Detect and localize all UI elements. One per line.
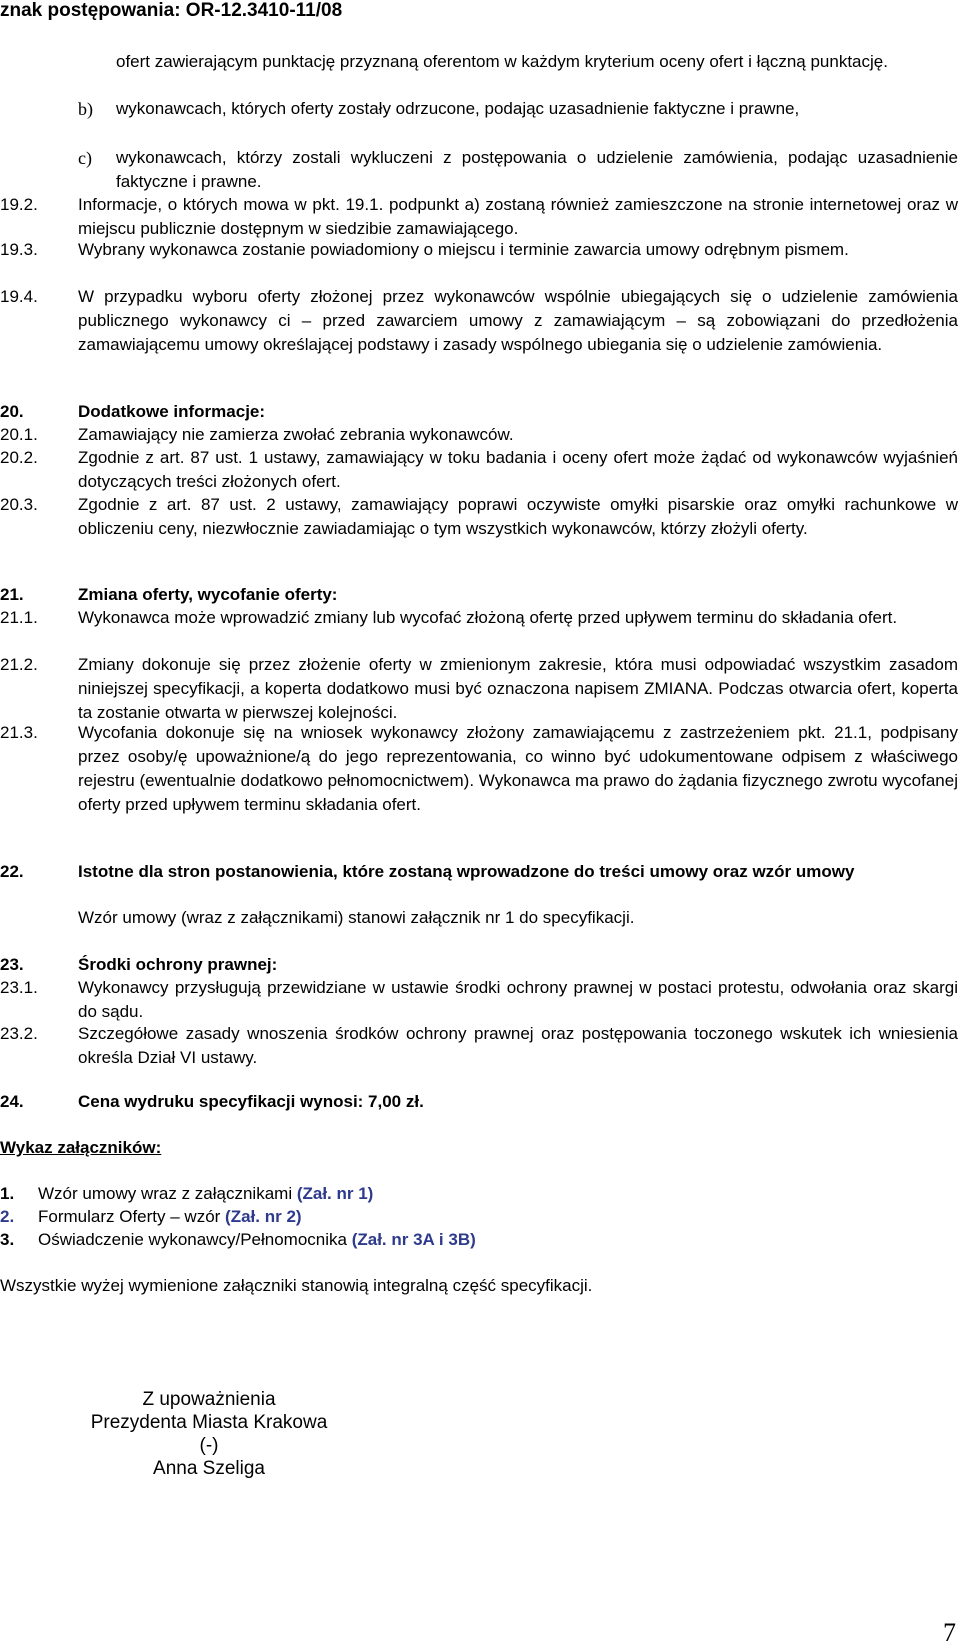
section-number: 19.4.	[0, 287, 38, 306]
document-page: znak postępowania: OR-12.3410-11/08 ofert zawierającym punktację przyznaną oferentom w każdym kryterium oceny ofert i łączną punktację. b) wykonawcach, których oferty zostały odrzucone, podając uzasadnienie faktyczne i prawne, c) wykonawcach, którzy zostali wykluczeni z postępowania o udzielenie zamówienia, podając uzasadnienie faktyczne i prawne. 19.2. Informacje, o których mowa w pkt. 19.1. podpunkt a) zostaną również zamieszczone na stronie internetowej oraz w miejscu publicznie dostępnym w siedzibie zamawiającego. 19.3. Wybrany wykonawca zostanie powiadomiony o miejscu i terminie zawarcia umowy odrębnym pismem. 19.4. W przypadku wyboru oferty złożonej przez wykonawców wspólnie ubiegających się o udzielenie zamówienia publicznego wykonawcy ci – przed zawarciem umowy z zamawiającym – są zobowiązani do przedłożenia zamawiającemu umowy określającej podstawy i zasady wspólnego ubiegania się o udzielenie zamówienia. 20. Dodatkowe informacje: 20.1. Zamawiający nie zamierza zwołać zebrania wykonawców. 20.2. Zgodnie z art. 87 ust. 1 ustawy, zamawiający w toku badania i oceny ofert może żądać od wykonawców wyjaśnień dotyczących treści złożonych ofert. 20.3. Zgodnie z art. 87 ust. 2 ustawy, zamawiający poprawi oczywiste omyłki pisarskie oraz omyłki rachunkowe w obliczeniu ceny, niezwłocznie zawiadamiając o tym wszystkich wykonawców, którzy złożyli oferty. 21. Zmiana oferty, wycofanie oferty: 21.1. Wykonawca może wprowadzić zmiany lub wycofać złożoną ofertę przed upływem terminu do składania ofert. 21.2. Zmiany dokonuje się przez złożenie oferty w zmienionym zakresie, która musi odpowiadać wszystkim zasadom niniejszej specyfikacji, a koperta dodatkowo musi być oznaczona napisem ZMIANA. Podczas otwarcia ofert, koperta ta zostanie otwarta w pierwszej kolejności. 21.3. Wycofania dokonuje się na wniosek wykonawcy złożony zamawiającemu z zastrzeżeniem pkt. 21.1, podpisany przez osoby/ę upoważnione/ą do jego reprezentowania, co winno być udokumentowane odpisem z właściwego rejestru (ewentualnie dodatkowo pełnomocnictwem). Wykonawca ma prawo do żądania fizycznego zwrotu wycofanej oferty przed upływem terminu składania ofert. 22. Istotne dla stron postanowienia, które zostaną wprowadzone do treści umowy oraz wzór umowy Wzór umowy (wraz z załącznikami) stanowi załącznik nr 1 do specyfikacji. 23. Środki ochrony prawnej: 23.1. Wykonawcy przysługują przewidziane w ustawie środki ochrony prawnej w postaci protestu, odwołania oraz skargi do sądu. 23.2. Szczegółowe zasady wnoszenia środków ochrony prawnej oraz postępowania toczonego wskutek ich wniesienia określa Dział VI ustawy. 24. Cena wydruku specyfikacji wynosi: 7,00 zł. Wykaz załączników: 1. Wzór umowy wraz z załącznikami (Zał. nr 1) 2. Formularz Oferty – wzór (Zał. nr 2) 3. Oświadczenie wykonawcy/Pełnomocnika (Zał. nr 3A i 3B) Wszystkie wyżej wymienione załączniki stanowią integralną część specyfikacji. Z upoważnienia Prezydenta Miasta Krakowa (-) Anna Szeliga 7	[0, 0, 958, 1647]
section-title: Zmiana oferty, wycofanie oferty:	[78, 585, 338, 604]
section-text: Wykonawcy przysługują przewidziane w ustawie środki ochrony prawnej w postaci protestu, odwołania oraz skargi do sądu.	[78, 978, 958, 1021]
section-text: W przypadku wyboru oferty złożonej przez wykonawców wspólnie ubiegających się o udzielenie zamówienia publicznego wykonawcy ci – przed zawarciem umowy z zamawiającym – są zobowiązani do przedłożenia zamawiającemu umowy określającej podstawy i zasady wspólnego ubiegania się o udzielenie zamówienia.	[78, 287, 958, 354]
section-text: Zamawiający nie zamierza zwołać zebrania wykonawców.	[78, 425, 514, 444]
item-b-text: wykonawcach, których oferty zostały odrzucone, podając uzasadnienie faktyczne i prawne,	[116, 99, 800, 118]
section-number: 20.3.	[0, 495, 38, 514]
attachment-item-1	[0, 1182, 373, 1206]
section-text: Wzór umowy (wraz z załącznikami) stanowi załącznik nr 1 do specyfikacji.	[78, 908, 635, 927]
attachment-number: 3.	[0, 1230, 15, 1249]
section-title: Istotne dla stron postanowienia, które zostaną wprowadzone do treści umowy oraz wzór umowy	[78, 862, 855, 881]
page-number: 7	[943, 1618, 956, 1647]
section-number: 23.	[0, 955, 24, 974]
section-number: 23.1.	[0, 978, 38, 997]
attachment-text: Wzór umowy wraz z załącznikami	[38, 1184, 297, 1203]
attachment-ref: (Zał. nr 3A i 3B)	[351, 1230, 476, 1249]
section-text: Informacje, o których mowa w pkt. 19.1. podpunkt a) zostaną również zamieszczone na stronie internetowej oraz w miejscu publicznie dostępnym w siedzibie zamawiającego.	[78, 195, 958, 238]
section-number: 20.2.	[0, 448, 38, 467]
attachment-item-2	[0, 1205, 302, 1229]
section-number: 24.	[0, 1092, 24, 1111]
attachment-item-3	[0, 1228, 476, 1252]
signature-line-3: (-)	[199, 1435, 219, 1456]
section-title: Cena wydruku specyfikacji wynosi: 7,00 zł.	[78, 1092, 424, 1111]
attachment-text: Formularz Oferty – wzór	[38, 1207, 226, 1226]
section-text: Zgodnie z art. 87 ust. 1 ustawy, zamawiający w toku badania i oceny ofert może żądać od wykonawców wyjaśnień dotyczących treści złożonych ofert.	[78, 448, 958, 491]
item-c-text: wykonawcach, którzy zostali wykluczeni z postępowania o udzielenie zamówienia, podając uzasadnienie faktyczne i prawne.	[116, 148, 958, 191]
item-b-letter: b)	[78, 99, 93, 119]
signature-line-1: Z upoważnienia	[142, 1389, 276, 1410]
attachment-ref: (Zał. nr 2)	[225, 1207, 302, 1226]
section-text: Wybrany wykonawca zostanie powiadomiony o miejscu i terminie zawarcia umowy odrębnym pismem.	[78, 240, 849, 259]
section-text: Zgodnie z art. 87 ust. 2 ustawy, zamawiający poprawi oczywiste omyłki pisarskie oraz omyłki rachunkowe w obliczeniu ceny, niezwłocznie zawiadamiając o tym wszystkich wykonawców, którzy złożyli oferty.	[78, 495, 958, 538]
section-number: 19.2.	[0, 195, 38, 214]
section-number: 20.1.	[0, 425, 38, 444]
section-text: Wycofania dokonuje się na wniosek wykonawcy złożony zamawiającemu z zastrzeżeniem pkt. 21.1, podpisany przez osoby/ę upoważnione/ą do jego reprezentowania, co winno być udokumentowane odpisem z właściwego rejestru (ewentualnie dodatkowo pełnomocnictwem). Wykonawca ma prawo do żądania fizycznego zwrotu wycofanej oferty przed upływem terminu składania ofert.	[78, 723, 958, 814]
attachment-ref: (Zał. nr 1)	[296, 1184, 374, 1203]
section-number: 21.3.	[0, 723, 38, 742]
attachments-heading: Wykaz załączników:	[0, 1138, 162, 1157]
section-number: 19.3.	[0, 240, 38, 259]
section-title: Środki ochrony prawnej:	[78, 955, 278, 974]
attachment-number: 1.	[0, 1184, 15, 1203]
case-reference-header: znak postępowania: OR-12.3410-11/08	[0, 0, 343, 21]
item-c-letter: c)	[78, 148, 92, 168]
section-number: 21.	[0, 585, 24, 604]
section-number: 21.2.	[0, 655, 38, 674]
section-number: 20.	[0, 402, 24, 421]
section-number: 23.2.	[0, 1024, 38, 1043]
section-title: Dodatkowe informacje:	[78, 402, 266, 421]
signature-name: Anna Szeliga	[153, 1458, 265, 1479]
attachment-text: Oświadczenie wykonawcy/Pełnomocnika	[38, 1230, 352, 1249]
section-number: 22.	[0, 862, 24, 881]
section-text: Zmiany dokonuje się przez złożenie oferty w zmienionym zakresie, która musi odpowiadać wszystkim zasadom niniejszej specyfikacji, a koperta dodatkowo musi być oznaczona napisem ZMIANA. Podczas otwarcia ofert, koperta ta zostanie otwarta w pierwszej kolejności.	[78, 655, 958, 722]
attachment-number: 2.	[0, 1207, 15, 1226]
attachments-closing-note: Wszystkie wyżej wymienione załączniki stanowią integralną część specyfikacji.	[0, 1276, 593, 1295]
section-text: Szczegółowe zasady wnoszenia środków ochrony prawnej oraz postępowania toczonego wskutek ich wniesienia określa Dział VI ustawy.	[78, 1024, 958, 1067]
signature-line-2: Prezydenta Miasta Krakowa	[90, 1412, 328, 1433]
section-number: 21.1.	[0, 608, 38, 627]
section-text: Wykonawca może wprowadzić zmiany lub wycofać złożoną ofertę przed upływem terminu do składania ofert.	[78, 608, 898, 627]
